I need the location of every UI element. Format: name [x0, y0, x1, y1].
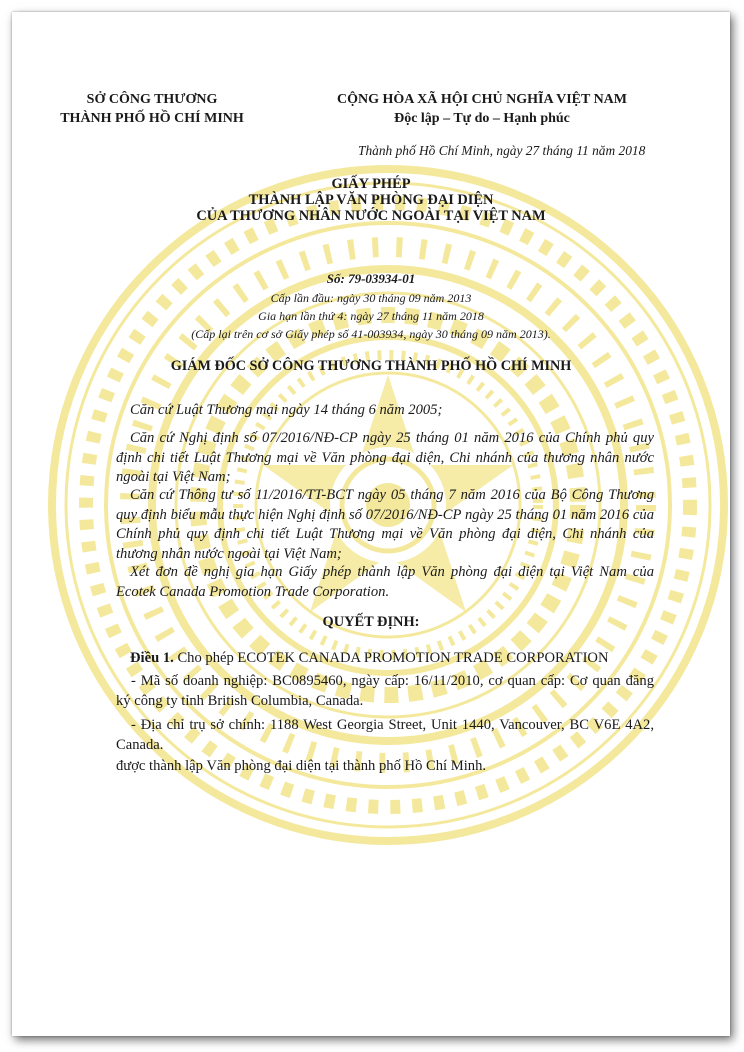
article-1-item: - Địa chỉ trụ sở chính: 1188 West Georgia Street, Unit 1440, Vancouver, BC V6E 4A2, Canada.	[116, 717, 654, 753]
country-name: CỘNG HÒA XÃ HỘI CHỦ NGHĨA VIỆT NAM	[336, 92, 627, 107]
article-1-label: Điều 1.	[130, 650, 174, 666]
document-page	[12, 12, 730, 1036]
document-title-line2: THÀNH LẬP VĂN PHÒNG ĐẠI DIỆN	[248, 192, 494, 208]
issuer-heading: GIÁM ĐỐC SỞ CÔNG THƯƠNG THÀNH PHỐ HỒ CHÍ MINH	[170, 358, 572, 374]
article-1-text: Cho phép ECOTEK CANADA PROMOTION TRADE CORPORATION	[177, 650, 609, 666]
article-1-heading	[130, 650, 609, 667]
license-number: Số: 79-03934-01	[326, 271, 416, 286]
first-issue-date: Cấp lần đầu: ngày 30 tháng 09 năm 2013	[270, 291, 472, 305]
national-motto: Độc lập – Tự do – Hạnh phúc	[394, 111, 570, 126]
agency-name-line1: SỞ CÔNG THƯƠNG	[86, 92, 218, 107]
renewal-date: Gia hạn lần thứ 4: ngày 27 tháng 11 năm 2018	[258, 309, 484, 323]
article-1-closing: được thành lập Văn phòng đại diện tại thành phố Hồ Chí Minh.	[116, 758, 487, 774]
document-title-line1: GIẤY PHÉP	[331, 176, 411, 192]
place-and-date: Thành phố Hồ Chí Minh, ngày 27 tháng 11 năm 2018	[358, 143, 646, 158]
basis-paragraph: Căn cứ Nghị định số 07/2016/NĐ-CP ngày 25 tháng 01 năm 2016 của Chính phủ quy định chi tiết Luật Thương mại về Văn phòng đại diện, Chi nhánh của thương nhân nước ngoài tại Việt Nam;	[116, 430, 654, 485]
decision-heading: QUYẾT ĐỊNH:	[322, 614, 420, 630]
article-1-item: - Mã số doanh nghiệp: BC0895460, ngày cấp: 16/11/2010, cơ quan cấp: Cơ quan đăng ký công ty tỉnh British Columbia, Canada.	[116, 673, 654, 709]
basis-paragraph: Xét đơn đề nghị gia hạn Giấy phép thành lập Văn phòng đại diện tại Việt Nam của Ecotek Canada Promotion Trade Corporation.	[116, 564, 654, 600]
basis-paragraph: Căn cứ Thông tư số 11/2016/TT-BCT ngày 05 tháng 7 năm 2016 của Bộ Công Thương quy định biểu mẫu thực hiện Nghị định số 07/2016/NĐ-CP ngày 25 tháng 01 năm 2016 của Chính phủ quy định chi tiết Luật Thương mại về Văn phòng đại diện, Chi nhánh của thương nhân nước ngoài tại Việt Nam;	[116, 487, 654, 562]
basis-paragraph: Căn cứ Luật Thương mại ngày 14 tháng 6 năm 2005;	[130, 402, 443, 418]
reissue-note: (Cấp lại trên cơ sở Giấy phép số 41-003934, ngày 30 tháng 09 năm 2013).	[191, 327, 551, 341]
agency-name-line2: THÀNH PHỐ HỒ CHÍ MINH	[60, 111, 244, 126]
document-title-line3: CỦA THƯƠNG NHÂN NƯỚC NGOÀI TẠI VIỆT NAM	[196, 208, 546, 224]
